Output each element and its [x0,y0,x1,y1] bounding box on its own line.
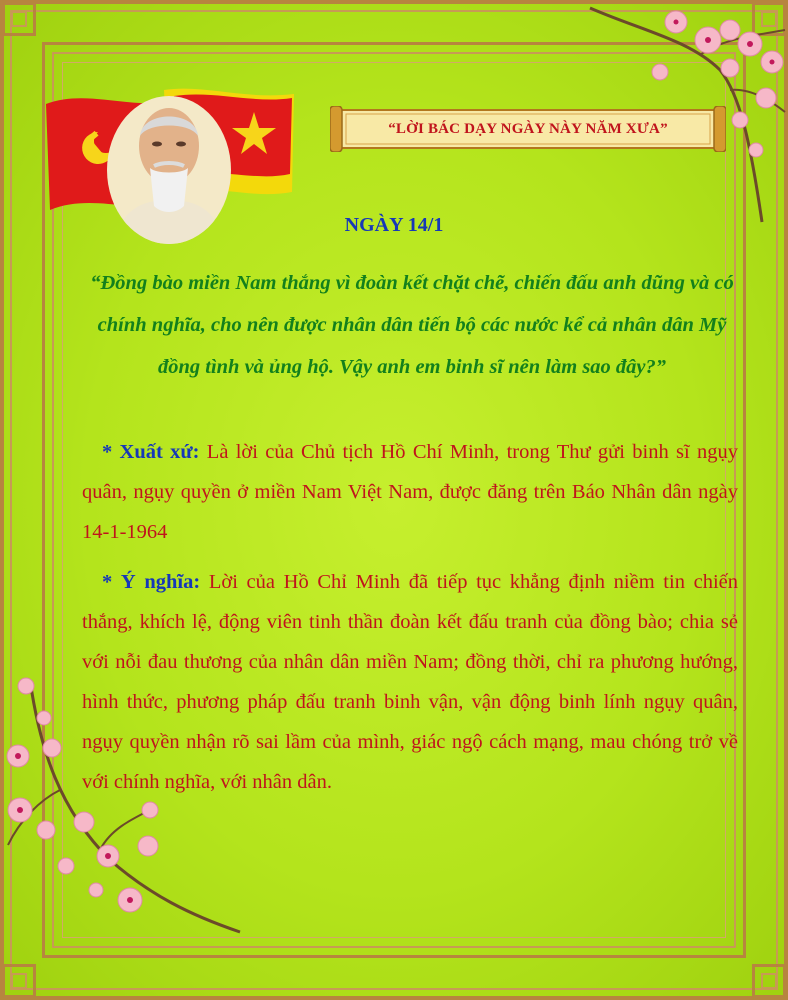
meaning-label: * Ý nghĩa: [102,571,201,593]
corner-ornament [2,964,36,998]
corner-ornament [2,2,36,36]
origin-text: Là lời của Chủ tịch Hồ Chí Minh, trong Thư gửi binh sĩ ngụy quân, ngụy quyền ở miền Nam Việt Nam, được đăng trên Báo Nhân dân ngày 14-1-1964 [82,441,738,543]
origin-label: * Xuất xứ: [102,441,200,463]
date-heading: NGÀY 14/1 [344,214,444,236]
blossom-icon [0,670,250,940]
banner-title: “LỜI BÁC DẠY NGÀY NÀY NĂM XƯA” [388,120,668,137]
quote-text: “Đồng bào miền Nam thắng vì đoàn kết chặt chẽ, chiến đấu anh dũng và có chính nghĩa, cho nên được nhân dân tiến bộ các nước kể cả nhân dân Mỹ đồng tình và ủng hộ. Vậy anh em binh sĩ nên làm sao đây?” [90,272,734,378]
corner-ornament [752,964,786,998]
origin-paragraph [82,432,738,552]
meaning-text: Lời của Hồ Chỉ Minh đã tiếp tục khẳng định niềm tin chiến thắng, khích lệ, động viên tinh thần đoàn kết đấu tranh của đồng bào; chia sẻ với nỗi đau thương của nhân dân miền Nam; đồng thời, chỉ ra phương hướng, hình thức, phương pháp đấu tranh binh vận, vận động binh lính ngụy quân, ngụy quyền nhận rõ sai lầm của mình, giác ngộ cách mạng, mau chóng trở về với chính nghĩa, với nhân dân. [82,571,738,793]
blossom-icon [580,0,788,230]
